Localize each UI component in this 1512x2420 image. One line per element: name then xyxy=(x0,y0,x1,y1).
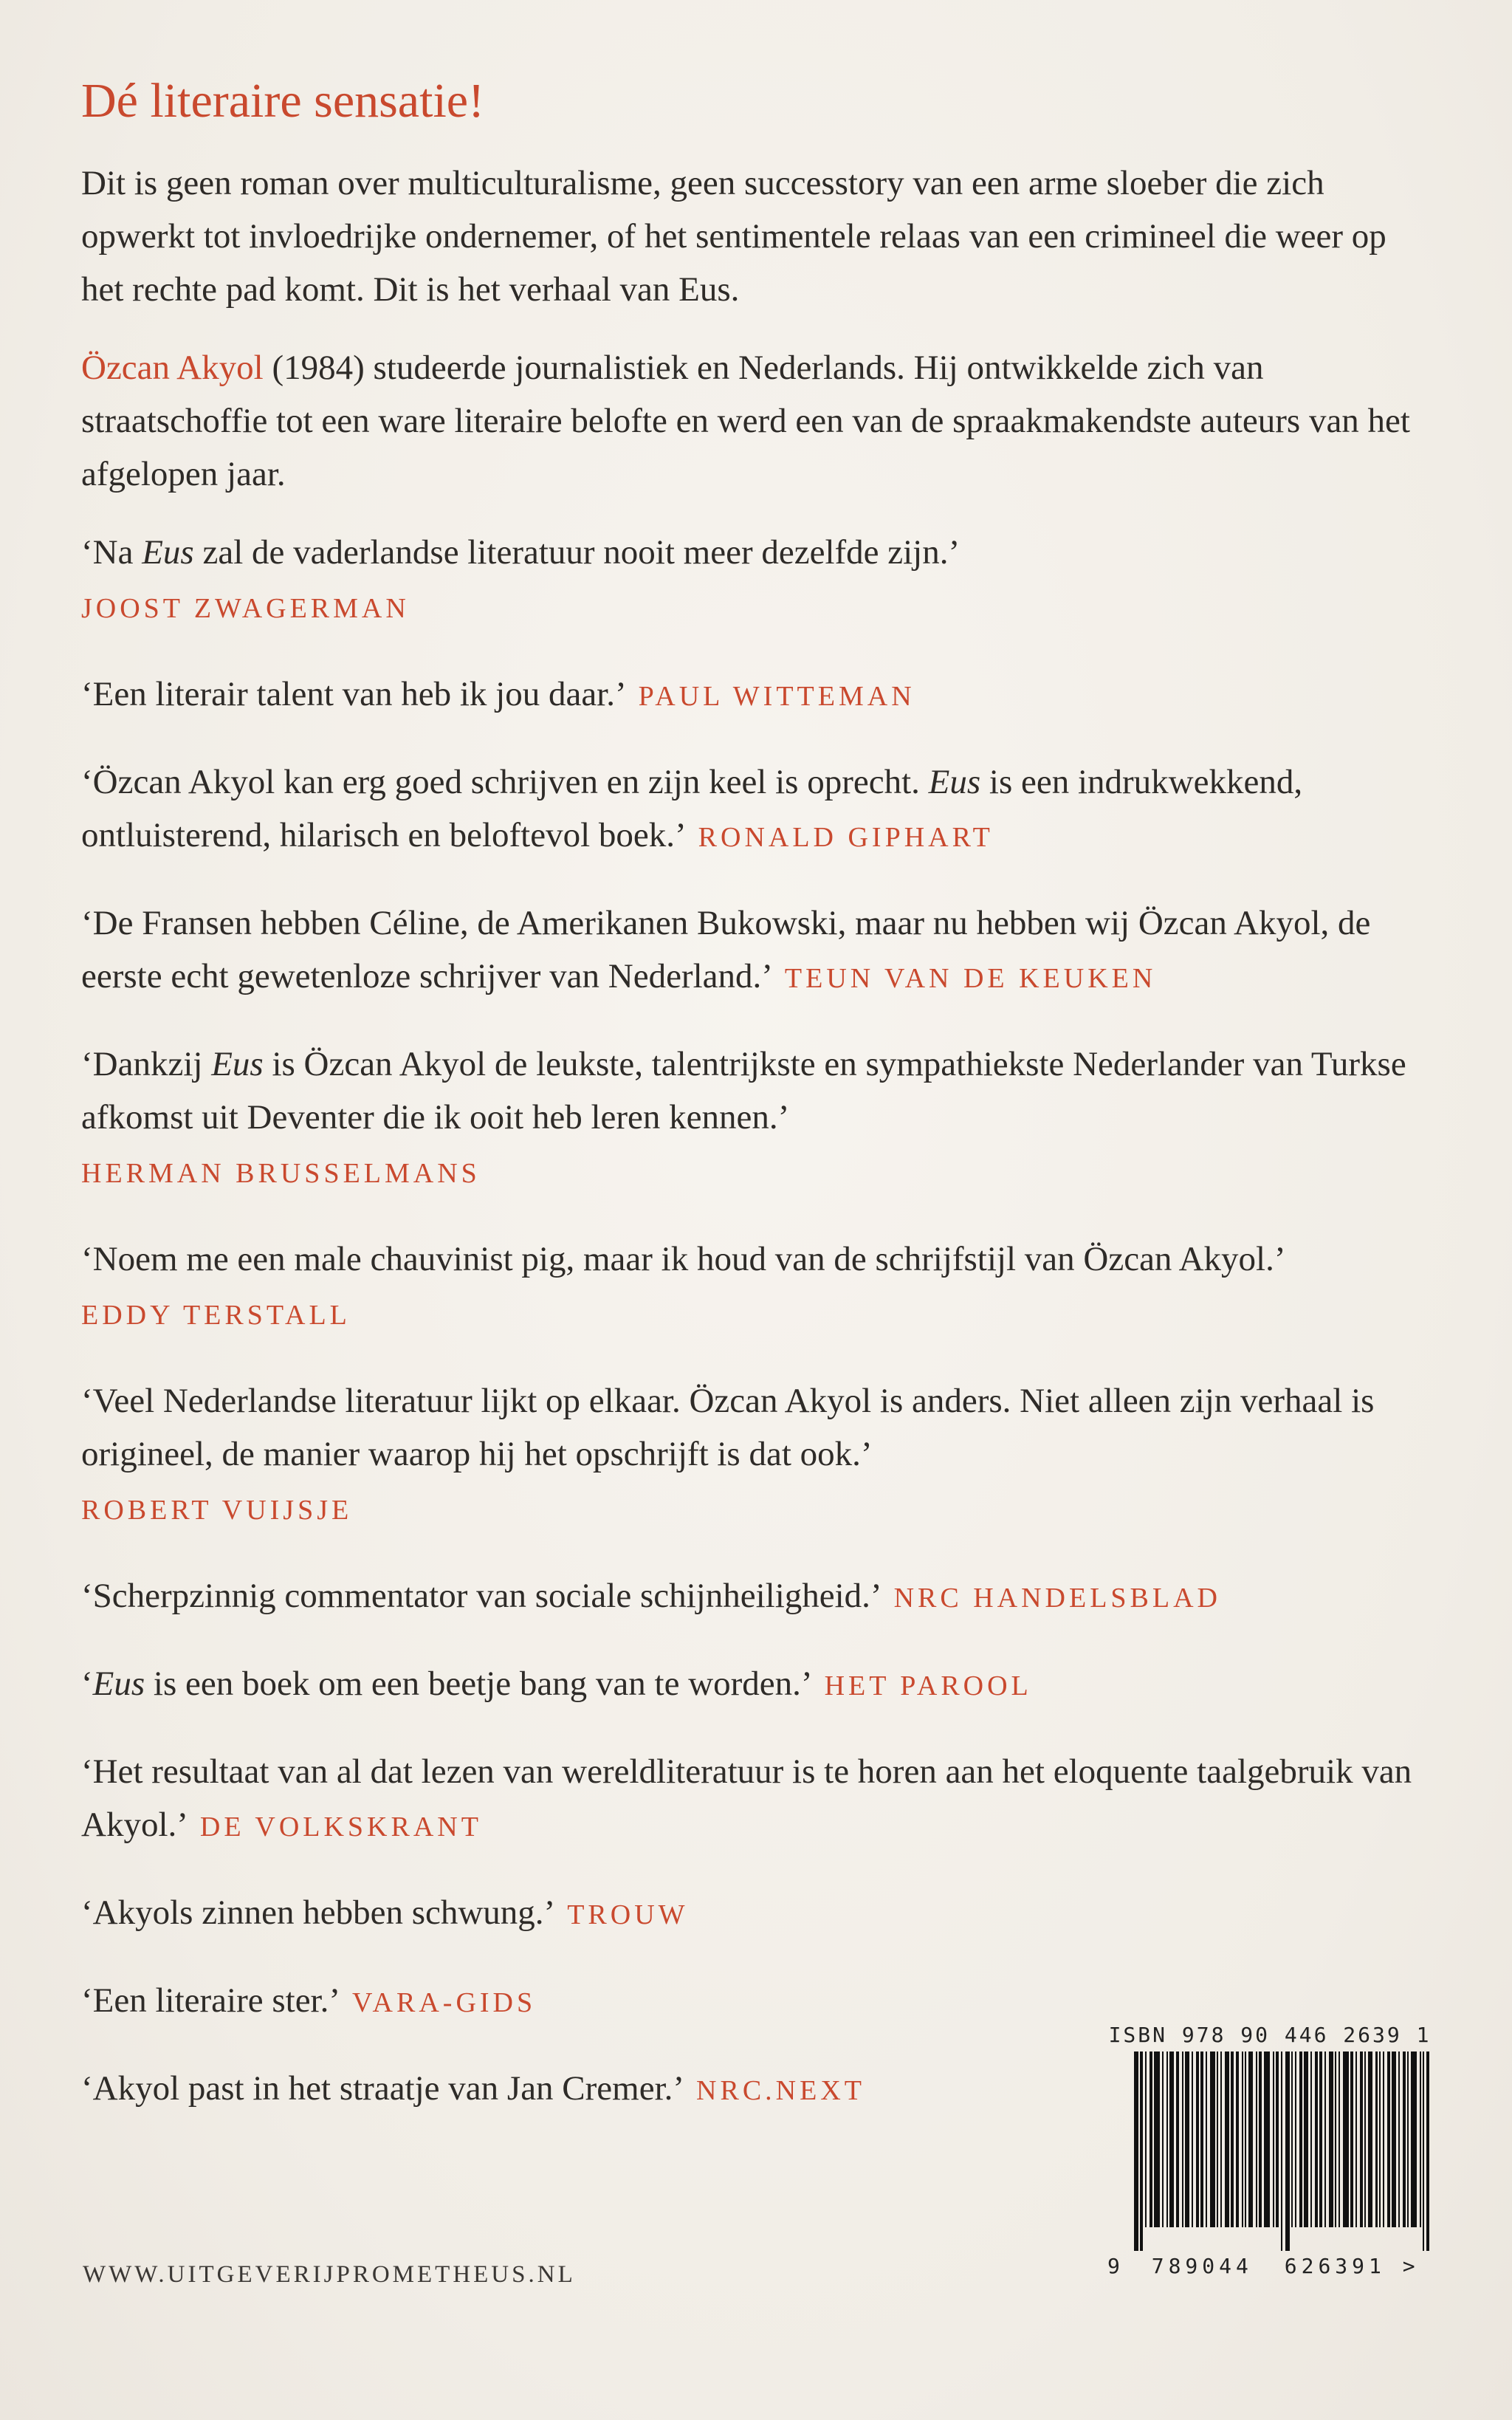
barcode-bar xyxy=(1392,2051,1396,2227)
barcode-bar xyxy=(1185,2051,1189,2227)
barcode-bar xyxy=(1387,2051,1390,2227)
quote-text-continued: is een boek om een beetje bang van te worden.’ xyxy=(145,1665,813,1703)
barcode-bar xyxy=(1310,2051,1312,2227)
barcode-bar xyxy=(1319,2051,1322,2227)
quote-source: TROUW xyxy=(567,1899,689,1930)
barcode-bar xyxy=(1140,2051,1143,2251)
barcode-bar xyxy=(1145,2051,1147,2227)
barcode-bar xyxy=(1276,2051,1279,2227)
barcode-bar xyxy=(1291,2051,1293,2227)
barcode-bar xyxy=(1176,2051,1179,2227)
barcode-bar xyxy=(1273,2051,1274,2227)
barcode-bar xyxy=(1242,2051,1243,2227)
book-title-italic: Eus xyxy=(211,1045,264,1083)
review-quote xyxy=(81,897,1432,1005)
quote-text: ‘Het resultaat van al dat lezen van wereldliteratuur is te horen aan het eloquente taalgebruik van Akyol.’ xyxy=(81,1752,1412,1844)
barcode-bar xyxy=(1264,2051,1270,2227)
barcode-bars xyxy=(1134,2051,1432,2251)
quote-source: NRC HANDELSBLAD xyxy=(893,1583,1221,1614)
quote-source: JOOST ZWAGERMAN xyxy=(81,593,410,624)
quote-text: ‘Akyols zinnen hebben schwung.’ xyxy=(81,1893,556,1932)
review-quote xyxy=(81,668,1432,723)
isbn-label: ISBN 978 90 446 2639 1 xyxy=(1108,2023,1432,2047)
barcode-bar xyxy=(1192,2051,1193,2227)
barcode-bar xyxy=(1423,2051,1424,2251)
quote-text: ‘Een literair talent van heb ik jou daar.’ xyxy=(81,675,627,713)
barcode-digits-right: 626391 xyxy=(1284,2254,1386,2278)
barcode-bar xyxy=(1285,2051,1290,2251)
barcode-bar xyxy=(1281,2051,1282,2251)
quote-text: ‘De Fransen hebben Céline, de Amerikanen Bukowski, maar nu hebben wij Özcan Akyol, de eerste echt gewetenloze schrijver van Nederland.’ xyxy=(81,904,1371,995)
barcode-bar xyxy=(1403,2051,1406,2227)
review-quote xyxy=(81,1038,1432,1200)
barcode-bar xyxy=(1368,2051,1372,2227)
barcode-bar xyxy=(1398,2051,1400,2227)
barcode-digits-left: 789044 xyxy=(1151,2254,1253,2278)
quote-text-continued: zal de vaderlandse literatuur nooit meer dezelfde zijn.’ xyxy=(193,533,961,572)
quote-source: RONALD GIPHART xyxy=(698,822,994,853)
review-quote xyxy=(81,1233,1432,1342)
barcode-bar xyxy=(1379,2051,1381,2227)
cover-text xyxy=(81,68,1432,2150)
barcode-bar xyxy=(1315,2051,1318,2227)
barcode-bar xyxy=(1200,2051,1203,2227)
book-title-italic: Eus xyxy=(142,533,194,572)
barcode-bar xyxy=(1162,2051,1164,2227)
barcode-bar xyxy=(1225,2051,1229,2227)
review-quote xyxy=(81,755,1432,864)
quote-source: PAUL WITTEMAN xyxy=(638,681,915,712)
quote-text: ‘Noem me een male chauvinist pig, maar ik houd van de schrijfstijl van Özcan Akyol.’ xyxy=(81,1240,1286,1278)
review-quote xyxy=(81,1745,1432,1854)
barcode-bar xyxy=(1166,2051,1168,2227)
quote-text: ‘Akyol past in het straatje van Jan Cremer.’ xyxy=(81,2069,685,2108)
barcode-bar xyxy=(1206,2051,1207,2227)
quote-text: ‘ xyxy=(81,1665,93,1703)
quote-text: ‘Na xyxy=(81,533,142,572)
quote-source: EDDY TERSTALL xyxy=(81,1300,351,1331)
quote-source: VARA-GIDS xyxy=(352,1987,537,2018)
author-bio xyxy=(81,341,1432,501)
barcode-bar xyxy=(1248,2051,1253,2227)
quote-text: ‘Veel Nederlandse literatuur lijkt op elkaar. Özcan Akyol is anders. Niet alleen zijn verhaal is origineel, de manier waarop hij het opschrijft is dat ook.’ xyxy=(81,1382,1375,1473)
review-quote xyxy=(81,1569,1432,1625)
barcode-bar xyxy=(1150,2051,1152,2227)
quote-text-continued: is Özcan Akyol de leukste, talentrijkste en sympathiekste Nederlander van Turkse afkomst uit Deventer die ik ooit heb leren kennen.’ xyxy=(81,1045,1406,1137)
barcode-bar xyxy=(1169,2051,1174,2227)
barcode-bar xyxy=(1245,2051,1246,2227)
quote-source: TEUN VAN DE KEUKEN xyxy=(784,963,1157,994)
book-title-italic: Eus xyxy=(92,1665,145,1703)
barcode-bar xyxy=(1304,2051,1308,2227)
barcode-bar xyxy=(1259,2051,1262,2227)
barcode-bar xyxy=(1350,2051,1353,2227)
barcode-bar xyxy=(1339,2051,1340,2227)
barcode-bar xyxy=(1295,2051,1296,2227)
quotes-list xyxy=(81,526,1432,2117)
review-quote xyxy=(81,1657,1432,1713)
intro-paragraph: Dit is geen roman over multiculturalisme, geen successtory van een arme sloeber die zich opwerkt tot invloedrijke ondernemer, of het sentimentele relaas van een crimineel die weer op het rechte pad komt. Dit is het verhaal van Eus. xyxy=(81,164,1386,309)
quote-source: NRC.NEXT xyxy=(696,2075,865,2106)
barcode-bar xyxy=(1154,2051,1160,2227)
book-title-italic: Eus xyxy=(928,763,981,801)
barcode-bar xyxy=(1299,2051,1302,2227)
quote-text-continued: is een indrukwekkend, ontluisterend, hilarisch en beloftevol boek.’ xyxy=(81,763,1303,854)
quote-source: ROBERT VUIJSJE xyxy=(81,1495,353,1526)
quote-text: ‘Scherpzinnig commentator van sociale schijnheiligheid.’ xyxy=(81,1577,882,1615)
barcode-digit-first: 9 xyxy=(1107,2254,1124,2278)
barcode-bar xyxy=(1411,2051,1417,2227)
publisher-website[interactable]: WWW.UITGEVERIJPROMETHEUS.NL xyxy=(83,2261,576,2288)
quote-text: ‘Özcan Akyol kan erg goed schrijven en zijn keel is oprecht. xyxy=(81,763,929,801)
barcode-bar xyxy=(1182,2051,1183,2227)
isbn-barcode xyxy=(1107,2022,1432,2292)
barcode-bar xyxy=(1355,2051,1357,2227)
barcode-bar xyxy=(1335,2051,1336,2227)
barcode-bar xyxy=(1256,2051,1257,2227)
quote-source: HET PAROOL xyxy=(824,1670,1032,1701)
barcode-bar xyxy=(1196,2051,1199,2227)
review-quote xyxy=(81,1374,1432,1537)
quote-text: ‘Dankzij xyxy=(81,1045,212,1083)
barcode-bar xyxy=(1324,2051,1326,2227)
review-quote xyxy=(81,526,1432,635)
barcode-bar xyxy=(1134,2051,1138,2251)
review-quote xyxy=(81,1974,1432,2029)
barcode-bar xyxy=(1375,2051,1378,2227)
author-name: Özcan Akyol xyxy=(81,349,264,387)
barcode-bar xyxy=(1343,2051,1349,2227)
headline: Dé literaire sensatie! xyxy=(81,74,485,128)
barcode-bar xyxy=(1420,2051,1421,2227)
barcode-digits xyxy=(1107,2254,1432,2279)
barcode-bar xyxy=(1360,2051,1363,2227)
quote-source: DE VOLKSKRANT xyxy=(199,1811,482,1843)
barcode-bar xyxy=(1231,2051,1234,2227)
review-quote xyxy=(81,1886,1432,1941)
quote-source: HERMAN BRUSSELMANS xyxy=(81,1158,481,1189)
barcode-bar xyxy=(1217,2051,1218,2227)
barcode-bar xyxy=(1407,2051,1409,2227)
barcode-bar xyxy=(1426,2051,1429,2251)
barcode-bar xyxy=(1364,2051,1366,2227)
author-bio-text: (1984) studeerde journalistiek en Nederlands. Hij ontwikkelde zich van straatschoffie tot een ware literaire belofte en werd een van de spraakmakendste auteurs van het afgelopen jaar. xyxy=(81,349,1410,493)
barcode-digit-end: > xyxy=(1402,2254,1420,2278)
barcode-bar xyxy=(1383,2051,1384,2227)
barcode-bar xyxy=(1329,2051,1333,2227)
quote-text: ‘Een literaire ster.’ xyxy=(81,1981,341,2020)
barcode-bar xyxy=(1210,2051,1216,2227)
barcode-bar xyxy=(1220,2051,1222,2227)
barcode-bar xyxy=(1236,2051,1239,2227)
